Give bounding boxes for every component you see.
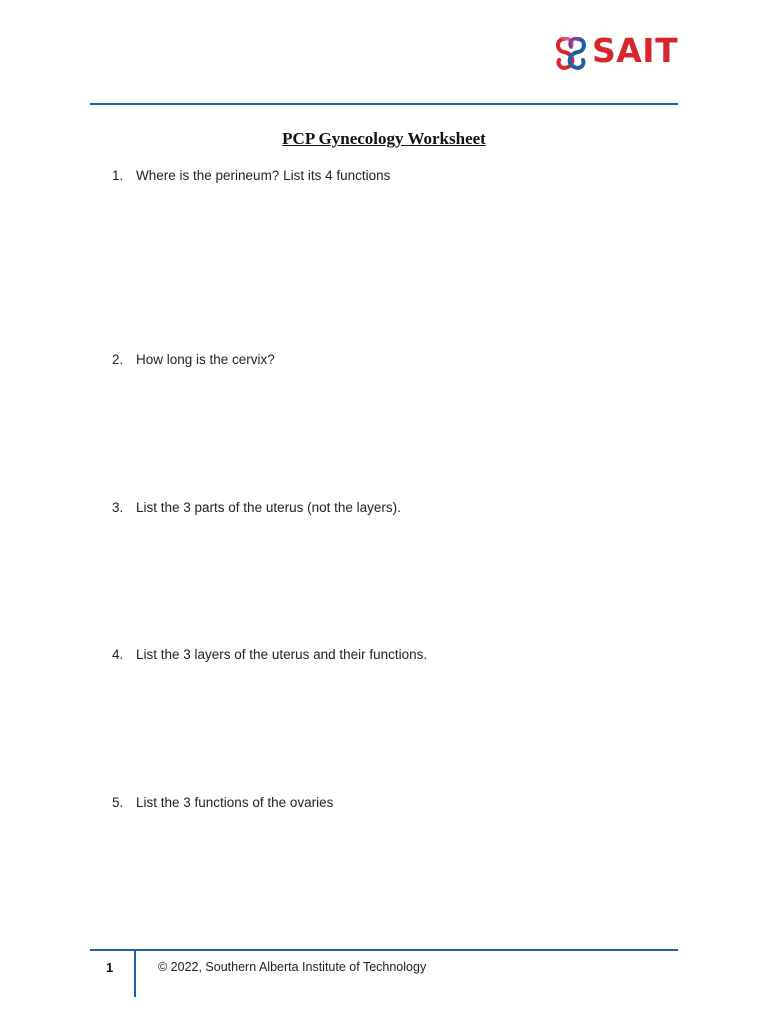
footer-divider [90, 949, 678, 951]
sait-knot-logo-icon [554, 35, 588, 71]
question-text: List the 3 layers of the uterus and their functions. [136, 647, 428, 662]
logo-wordmark: SAIT [592, 31, 679, 70]
page-number: 1 [106, 960, 114, 975]
question-text: How long is the cervix? [136, 352, 275, 367]
question-5 [112, 794, 333, 811]
question-number: 4. [112, 647, 124, 662]
question-1 [112, 167, 390, 184]
header-divider [90, 103, 678, 105]
question-4 [112, 646, 427, 663]
page-title: PCP Gynecology Worksheet [282, 129, 486, 148]
question-text: List the 3 functions of the ovaries [136, 795, 334, 810]
footer-vertical-divider [134, 951, 136, 997]
question-number: 5. [112, 795, 124, 810]
question-text: List the 3 parts of the uterus (not the layers). [136, 500, 401, 515]
question-number: 3. [112, 500, 124, 515]
sait-logo [554, 33, 682, 73]
question-number: 1. [112, 168, 124, 183]
question-3 [112, 499, 401, 516]
question-text: Where is the perineum? List its 4 functions [136, 168, 391, 183]
question-2 [112, 351, 275, 368]
copyright-text: © 2022, Southern Alberta Institute of Technology [158, 960, 427, 974]
question-number: 2. [112, 352, 124, 367]
